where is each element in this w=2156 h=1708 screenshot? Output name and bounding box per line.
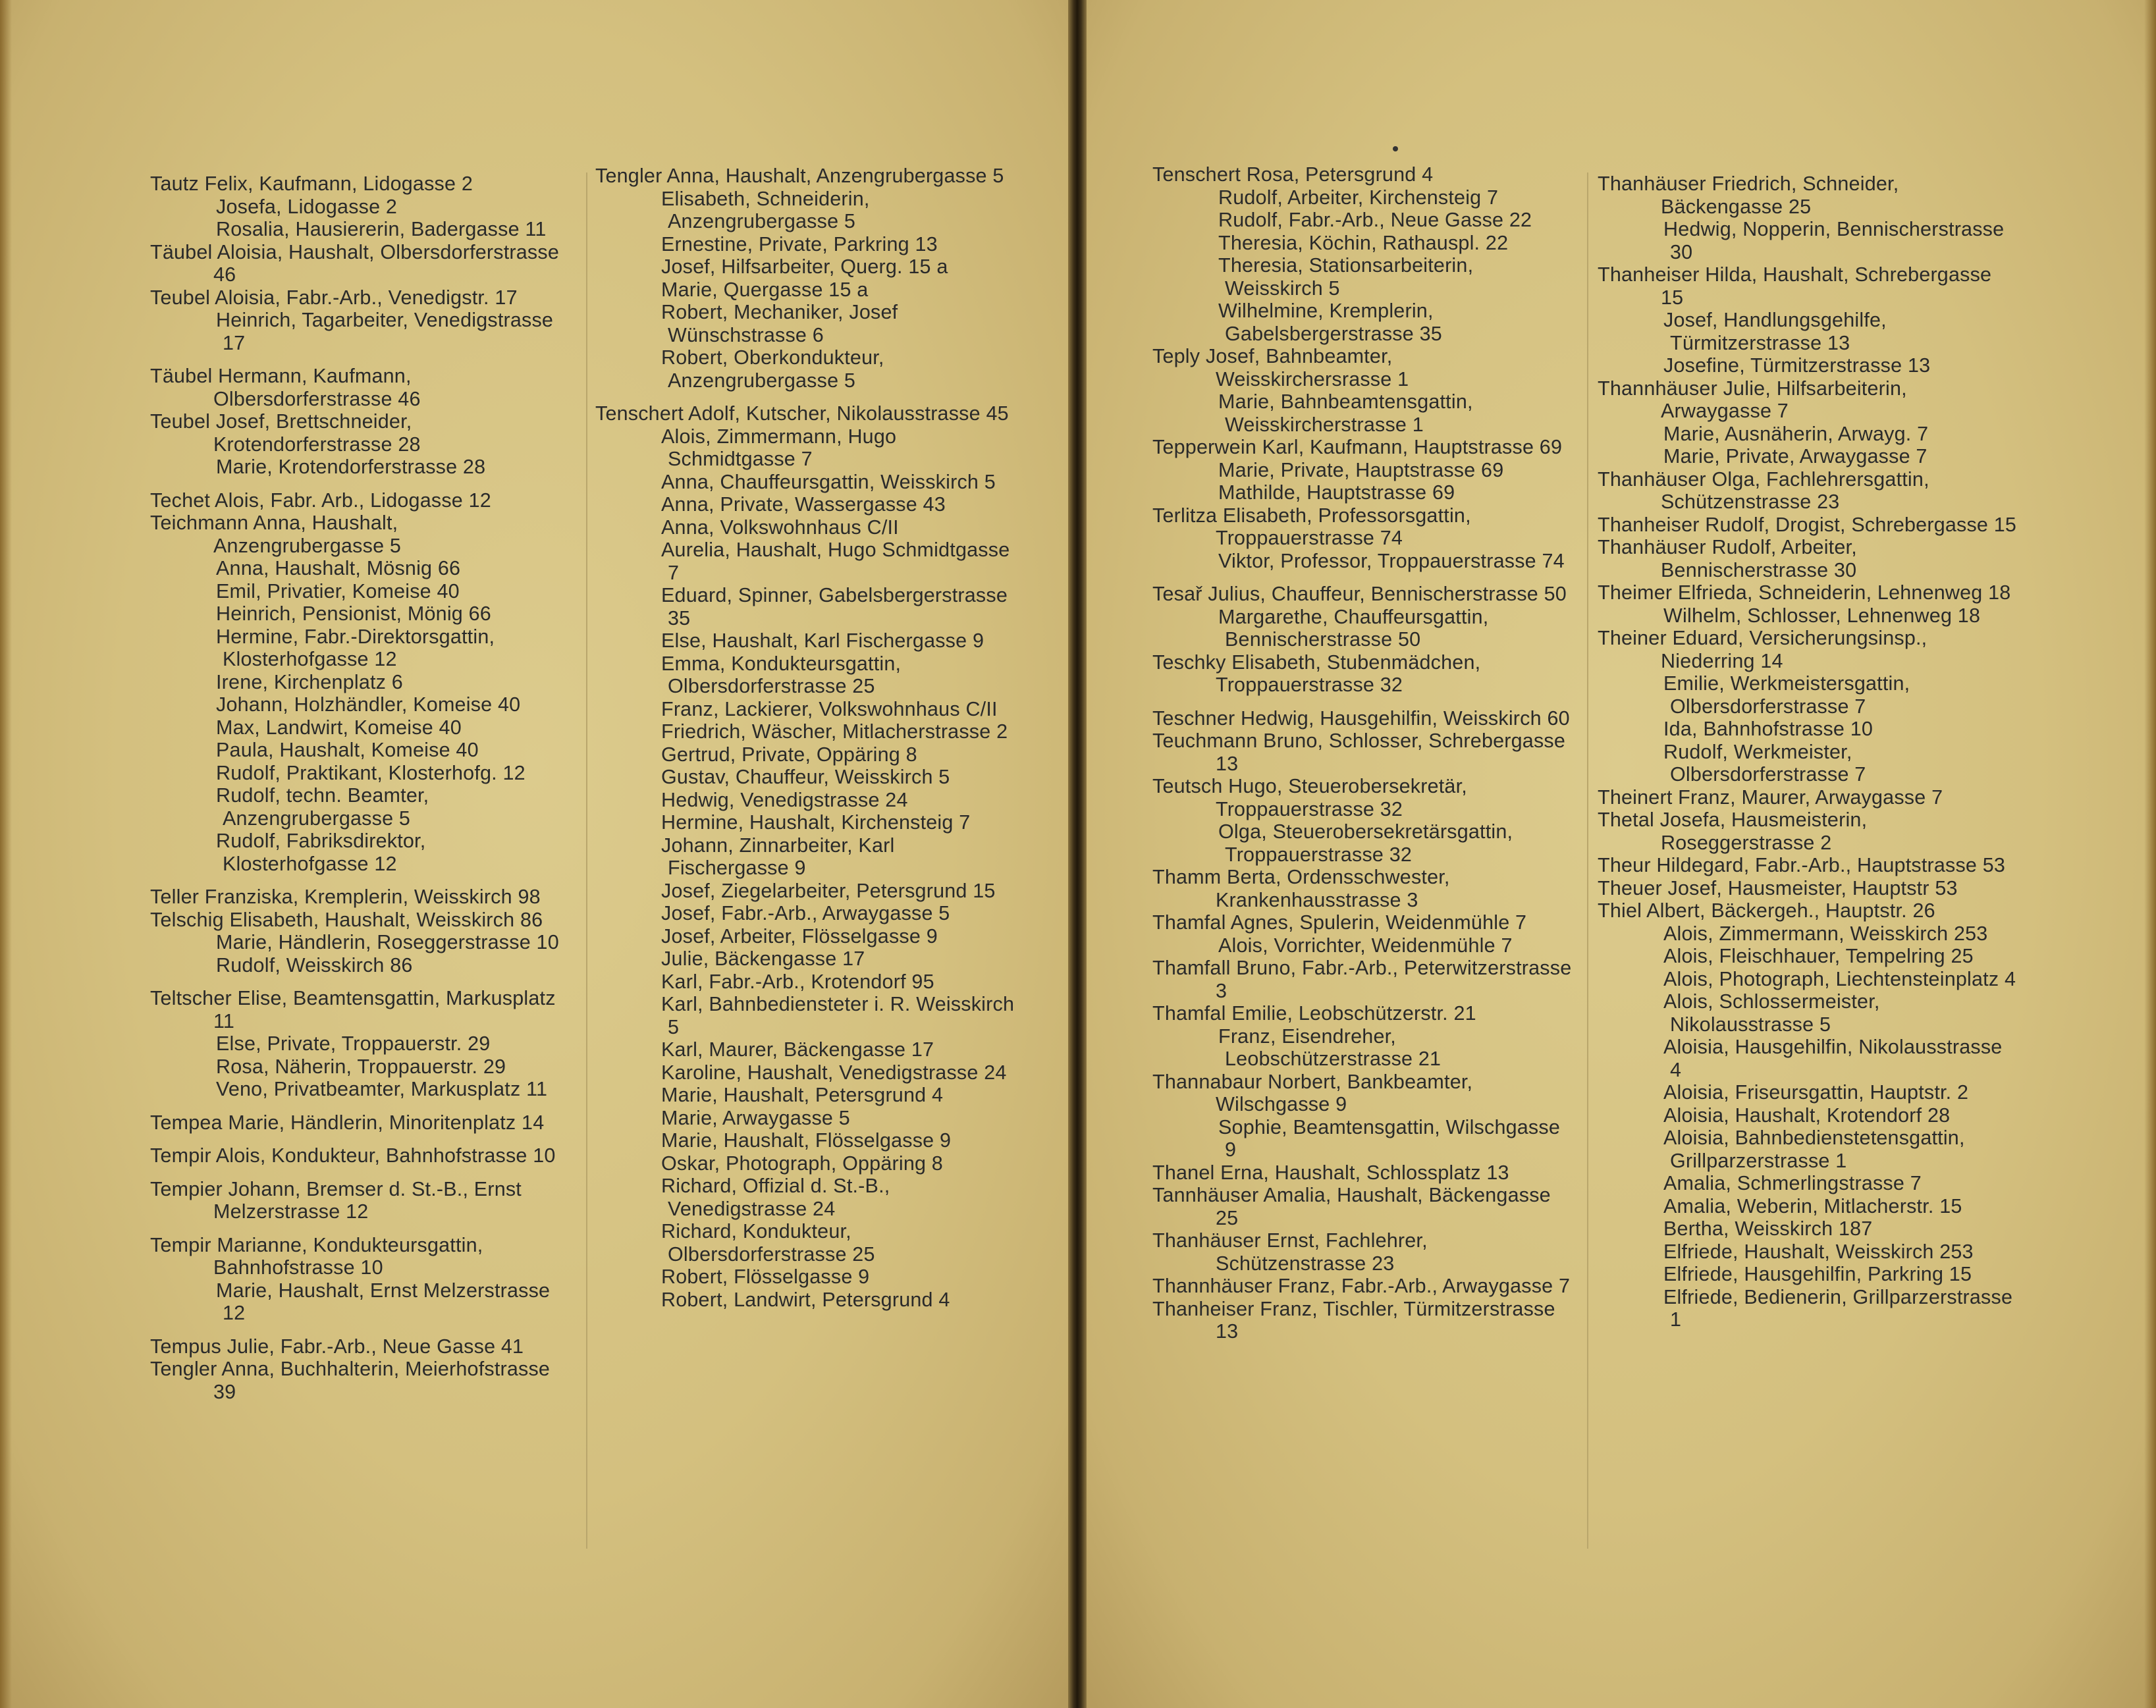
- directory-entry: Aloisia, Hausgehilfin, Nikolausstrasse 4: [1663, 1036, 2003, 1081]
- directory-entry: Täubel Aloisia, Haushalt, Olbersdorferstrasse 46: [150, 240, 559, 286]
- directory-entry: Theresia, Stationsarbeiterin, Weisskirch 5: [1218, 254, 1474, 300]
- directory-entry: Thannabaur Norbert, Bankbeamter, Wilschgasse 9: [1152, 1070, 1473, 1115]
- directory-entry: Marie, Haushalt, Petersgrund 4: [661, 1084, 944, 1106]
- directory-entry: Tenschert Rosa, Petersgrund 4: [1152, 163, 1434, 186]
- directory-entry: Tempus Julie, Fabr.-Arb., Neue Gasse 41: [150, 1335, 524, 1358]
- directory-entry: Alois, Zimmermann, Weisskirch 253: [1663, 922, 1988, 945]
- directory-entry: Julie, Bäckengasse 17: [661, 947, 865, 970]
- directory-entry: Robert, Flösselgasse 9: [661, 1266, 870, 1288]
- directory-entry: Rudolf, Werkmeister, Olbersdorferstrasse 7: [1663, 740, 1866, 786]
- directory-entry: Olga, Steuerobersekretärsgattin, Troppauerstrasse 32: [1218, 820, 1513, 866]
- directory-entry: Karoline, Haushalt, Venedigstrasse 24: [661, 1061, 1007, 1084]
- directory-entry: Rudolf, Fabr.-Arb., Neue Gasse 22: [1218, 209, 1532, 231]
- directory-entry: Viktor, Professor, Troppauerstrasse 74: [1218, 549, 1565, 572]
- directory-entry: Teschky Elisabeth, Stubenmädchen, Troppauerstrasse 32: [1152, 651, 1481, 696]
- directory-entry: Täubel Hermann, Kaufmann, Olbersdorferstrasse 46: [150, 365, 421, 410]
- directory-entry: Alois, Vorrichter, Weidenmühle 7: [1218, 934, 1513, 957]
- directory-entry: Teschner Hedwig, Hausgehilfin, Weisskirch 60: [1152, 707, 1570, 730]
- directory-entry: Marie, Krotendorferstrasse 28: [216, 456, 486, 478]
- directory-entry: Tengler Anna, Buchhalterin, Meierhofstrasse 39: [150, 1358, 551, 1403]
- directory-entry: Hedwig, Venedigstrasse 24: [661, 788, 908, 811]
- directory-entry: Wilhelm, Schlosser, Lehnenweg 18: [1663, 604, 1981, 627]
- directory-entry: Thannhäuser Franz, Fabr.-Arb., Arwaygasse 7: [1152, 1275, 1571, 1297]
- directory-entry: Emilie, Werkmeistersgattin, Olbersdorferstrasse 7: [1663, 672, 1910, 718]
- directory-entry: Paula, Haushalt, Komeise 40: [216, 739, 479, 761]
- directory-entry: Thetal Josefa, Hausmeisterin, Roseggerstrasse 2: [1598, 809, 1868, 854]
- directory-entry: Karl, Maurer, Bäckengasse 17: [661, 1038, 934, 1061]
- directory-entry: Elfriede, Bedienerin, Grillparzerstrasse 1: [1663, 1285, 2013, 1331]
- directory-entry: Teubel Aloisia, Fabr.-Arb., Venedigstr. 17: [150, 286, 518, 309]
- directory-entry: Marie, Arwaygasse 5: [661, 1106, 850, 1129]
- right-column-2: [1598, 173, 2019, 1331]
- directory-entry: Hermine, Haushalt, Kirchensteig 7: [661, 811, 971, 834]
- directory-entry: Marie, Quergasse 15 a: [661, 278, 869, 301]
- column-rule: [1587, 173, 1588, 1549]
- directory-entry: Alois, Zimmermann, Hugo Schmidtgasse 7: [661, 425, 897, 470]
- directory-entry: Marie, Haushalt, Ernst Melzerstrasse 12: [216, 1279, 551, 1324]
- directory-entry: Thanheiser Franz, Tischler, Türmitzerstrasse 13: [1152, 1297, 1555, 1343]
- directory-entry: Josef, Hilfsarbeiter, Querg. 15 a: [661, 255, 948, 278]
- directory-entry: Teubel Josef, Brettschneider, Krotendorferstrasse 28: [150, 410, 421, 456]
- directory-entry: Teller Franziska, Kremplerin, Weisskirch 98: [150, 886, 541, 908]
- directory-entry: Thannhäuser Julie, Hilfsarbeiterin, Arwaygasse 7: [1598, 377, 1907, 422]
- directory-entry: Tempir Marianne, Kondukteursgattin, Bahnhofstrasse 10: [150, 1233, 483, 1279]
- directory-entry: Josef, Ziegelarbeiter, Petersgrund 15: [661, 879, 996, 902]
- directory-entry: Rudolf, Fabriksdirektor, Klosterhofgasse 12: [216, 830, 426, 875]
- directory-entry: Josef, Arbeiter, Flösselgasse 9: [661, 924, 938, 947]
- directory-entry: Karl, Fabr.-Arb., Krotendorf 95: [661, 970, 934, 993]
- directory-entry: Thanheiser Rudolf, Drogist, Schrebergasse 15: [1598, 513, 2017, 536]
- directory-entry: Theur Hildegard, Fabr.-Arb., Hauptstrasse 53: [1598, 854, 2006, 876]
- directory-entry: Techet Alois, Fabr. Arb., Lidogasse 12: [150, 489, 491, 512]
- directory-entry: Oskar, Photograph, Oppäring 8: [661, 1152, 943, 1175]
- directory-entry: Rudolf, Praktikant, Klosterhofg. 12: [216, 761, 526, 784]
- directory-entry: Friedrich, Wäscher, Mitlacherstrasse 2: [661, 720, 1008, 743]
- directory-entry: Marie, Haushalt, Flösselgasse 9: [661, 1129, 952, 1152]
- directory-entry: Thiel Albert, Bäckergeh., Hauptstr. 26: [1598, 899, 1935, 922]
- directory-entry: Gustav, Chauffeur, Weisskirch 5: [661, 766, 950, 788]
- directory-entry: Hermine, Fabr.-Direktorsgattin, Klosterhofgasse 12: [216, 625, 495, 670]
- directory-entry: Tenschert Adolf, Kutscher, Nikolausstrasse 45: [595, 402, 1009, 425]
- directory-entry: Richard, Kondukteur, Olbersdorferstrasse 25: [661, 1220, 875, 1266]
- directory-entry: Anna, Private, Wassergasse 43: [661, 493, 946, 516]
- directory-entry: Josefine, Türmitzerstrasse 13: [1663, 354, 1931, 377]
- directory-entry: Josefa, Lidogasse 2: [216, 195, 398, 218]
- directory-entry: Tesař Julius, Chauffeur, Bennischerstrasse 50: [1152, 583, 1567, 605]
- directory-entry: Theresia, Köchin, Rathauspl. 22: [1218, 231, 1509, 254]
- directory-entry: Marie, Private, Arwaygasse 7: [1663, 445, 1927, 467]
- directory-entry: Teuchmann Bruno, Schlosser, Schrebergasse 13: [1152, 730, 1566, 775]
- directory-entry: Gertrud, Private, Oppäring 8: [661, 743, 917, 766]
- directory-entry: Terlitza Elisabeth, Professorsgattin, Troppauerstrasse 74: [1152, 504, 1471, 549]
- directory-entry: Thamfal Emilie, Leobschützerstr. 21: [1152, 1002, 1476, 1025]
- directory-entry: Alois, Fleischhauer, Tempelring 25: [1663, 945, 1974, 967]
- directory-entry: Theiner Eduard, Versicherungsinsp., Niederring 14: [1598, 627, 1927, 672]
- directory-entry: Aloisia, Haushalt, Krotendorf 28: [1663, 1104, 1951, 1127]
- directory-entry: Max, Landwirt, Komeise 40: [216, 716, 462, 739]
- directory-entry: Ernestine, Private, Parkring 13: [661, 232, 938, 255]
- directory-entry: Anna, Haushalt, Mösnig 66: [216, 557, 461, 579]
- directory-entry: Emil, Privatier, Komeise 40: [216, 579, 460, 602]
- directory-entry: Else, Private, Troppauerstr. 29: [216, 1032, 491, 1055]
- directory-entry: Alois, Schlossermeister, Nikolausstrasse 5: [1663, 990, 1880, 1036]
- directory-entry: Thanhäuser Ernst, Fachlehrer, Schützenstrasse 23: [1152, 1229, 1428, 1275]
- directory-entry: Tautz Felix, Kaufmann, Lidogasse 2: [150, 173, 473, 195]
- directory-entry: Teltscher Elise, Beamtensgattin, Markusplatz 11: [150, 987, 556, 1032]
- column-rule: [586, 173, 587, 1549]
- directory-entry: Karl, Bahnbediensteter i. R. Weisskirch 5: [661, 993, 1015, 1038]
- directory-entry: Bertha, Weisskirch 187: [1663, 1217, 1873, 1240]
- directory-entry: Thamfal Agnes, Spulerin, Weidenmühle 7: [1152, 911, 1527, 934]
- directory-entry: Amalia, Schmerlingstrasse 7: [1663, 1172, 1922, 1194]
- directory-entry: Theuer Josef, Hausmeister, Hauptstr 53: [1598, 876, 1958, 899]
- directory-entry: Ida, Bahnhofstrasse 10: [1663, 718, 1873, 740]
- directory-entry: Josef, Fabr.-Arb., Arwaygasse 5: [661, 902, 950, 924]
- directory-entry: Aurelia, Haushalt, Hugo Schmidtgasse 7: [661, 539, 1010, 584]
- directory-entry: Thanhäuser Rudolf, Arbeiter, Bennischerstrasse 30: [1598, 536, 1857, 581]
- directory-entry: Margarethe, Chauffeursgattin, Bennischerstrasse 50: [1218, 605, 1489, 651]
- directory-entry: Theimer Elfrieda, Schneiderin, Lehnenweg 18: [1598, 581, 2011, 604]
- directory-entry: Teutsch Hugo, Steuerobersekretär, Troppauerstrasse 32: [1152, 775, 1467, 820]
- directory-entry: Emma, Kondukteursgattin, Olbersdorferstrasse 25: [661, 652, 902, 697]
- directory-entry: Sophie, Beamtensgattin, Wilschgasse 9: [1218, 1115, 1560, 1161]
- directory-entry: Elfriede, Haushalt, Weisskirch 253: [1663, 1240, 1974, 1263]
- right-column-1: [1152, 163, 1574, 1343]
- directory-entry: Tengler Anna, Haushalt, Anzengrubergasse 5: [595, 165, 1004, 187]
- directory-entry: Heinrich, Tagarbeiter, Venedigstrasse 17: [216, 309, 554, 354]
- directory-entry: Amalia, Weberin, Mitlacherstr. 15: [1663, 1194, 1962, 1217]
- directory-entry: Robert, Landwirt, Petersgrund 4: [661, 1288, 950, 1311]
- directory-entry: Anna, Volkswohnhaus C/II: [661, 516, 899, 539]
- directory-entry: Marie, Händlerin, Roseggerstrasse 10: [216, 931, 559, 953]
- directory-entry: Robert, Oberkondukteur, Anzengrubergasse 5: [661, 346, 884, 392]
- directory-entry: Rosa, Näherin, Troppauerstr. 29: [216, 1055, 506, 1078]
- directory-entry: Franz, Eisendreher, Leobschützerstrasse 21: [1218, 1025, 1442, 1070]
- directory-entry: Hedwig, Nopperin, Bennischerstrasse 30: [1663, 218, 2005, 263]
- directory-entry: Thamm Berta, Ordensschwester, Krankenhausstrasse 3: [1152, 866, 1450, 911]
- left-page: [0, 0, 1068, 1708]
- directory-entry: Eduard, Spinner, Gabelsbergerstrasse 35: [661, 584, 1008, 629]
- directory-entry: Thanhäuser Olga, Fachlehrersgattin, Schützenstrasse 23: [1598, 467, 1929, 513]
- directory-entry: Else, Haushalt, Karl Fischergasse 9: [661, 629, 984, 652]
- directory-entry: Tepperwein Karl, Kaufmann, Hauptstrasse 69: [1152, 436, 1563, 458]
- directory-entry: Telschig Elisabeth, Haushalt, Weisskirch 86: [150, 908, 543, 931]
- directory-entry: Tempier Johann, Bremser d. St.-B., Ernst Melzerstrasse 12: [150, 1177, 522, 1223]
- directory-entry: Teichmann Anna, Haushalt, Anzengrubergasse 5: [150, 512, 402, 557]
- right-page: [1087, 0, 2156, 1708]
- directory-entry: Wilhelmine, Kremplerin, Gabelsbergerstrasse 35: [1218, 300, 1442, 345]
- directory-entry: Thanhäuser Friedrich, Schneider, Bäckengasse 25: [1598, 173, 1899, 218]
- left-column-1: [150, 173, 572, 1403]
- directory-entry: Tempea Marie, Händlerin, Minoritenplatz 14: [150, 1111, 545, 1134]
- directory-entry: Rudolf, techn. Beamter, Anzengrubergasse 5: [216, 784, 429, 830]
- directory-entry: Tempir Alois, Kondukteur, Bahnhofstrasse 10: [150, 1144, 556, 1167]
- directory-entry: Richard, Offizial d. St.-B., Venedigstrasse 24: [661, 1175, 890, 1220]
- directory-entry: Irene, Kirchenplatz 6: [216, 670, 403, 693]
- directory-entry: Mathilde, Hauptstrasse 69: [1218, 481, 1455, 504]
- directory-entry: Franz, Lackierer, Volkswohnhaus C/II: [661, 697, 998, 720]
- page-edge-shadow: [0, 0, 12, 1708]
- directory-entry: Theinert Franz, Maurer, Arwaygasse 7: [1598, 786, 1943, 809]
- printing-speck: [1393, 146, 1398, 151]
- directory-entry: Tannhäuser Amalia, Haushalt, Bäckengasse 25: [1152, 1184, 1551, 1229]
- directory-entry: Marie, Ausnäherin, Arwayg. 7: [1663, 422, 1929, 445]
- directory-entry: Aloisia, Friseursgattin, Hauptstr. 2: [1663, 1081, 1969, 1104]
- directory-entry: Anna, Chauffeursgattin, Weisskirch 5: [661, 470, 996, 493]
- directory-entry: Rosalia, Hausiererin, Badergasse 11: [216, 218, 547, 240]
- directory-entry: Rudolf, Weisskirch 86: [216, 953, 413, 976]
- directory-entry: Elfriede, Hausgehilfin, Parkring 15: [1663, 1263, 1972, 1285]
- left-column-2: [595, 165, 1017, 1311]
- book-gutter: [1068, 0, 1087, 1708]
- directory-entry: Marie, Bahnbeamtensgattin, Weisskircherstrasse 1: [1218, 390, 1473, 436]
- directory-entry: Teply Josef, Bahnbeamter, Weisskirchersrasse 1: [1152, 345, 1409, 390]
- directory-entry: Alois, Photograph, Liechtensteinplatz 4: [1663, 967, 2016, 990]
- directory-entry: Veno, Privatbeamter, Markusplatz 11: [216, 1078, 548, 1100]
- directory-entry: Johann, Zinnarbeiter, Karl Fischergasse 9: [661, 834, 895, 879]
- directory-entry: Thanel Erna, Haushalt, Schlossplatz 13: [1152, 1161, 1509, 1184]
- directory-entry: Aloisia, Bahnbedienstetensgattin, Grillparzerstrasse 1: [1663, 1127, 1965, 1172]
- directory-entry: Rudolf, Arbeiter, Kirchensteig 7: [1218, 186, 1499, 209]
- directory-entry: Marie, Private, Hauptstrasse 69: [1218, 458, 1504, 481]
- directory-entry: Robert, Mechaniker, Josef Wünschstrasse 6: [661, 301, 898, 346]
- directory-entry: Johann, Holzhändler, Komeise 40: [216, 693, 521, 716]
- directory-entry: Thamfall Bruno, Fabr.-Arb., Peterwitzerstrasse 3: [1152, 957, 1572, 1002]
- page-edge-shadow: [2144, 0, 2156, 1708]
- directory-entry: Josef, Handlungsgehilfe, Türmitzerstrasse 13: [1663, 309, 1887, 354]
- directory-entry: Heinrich, Pensionist, Mönig 66: [216, 602, 491, 625]
- directory-entry: Elisabeth, Schneiderin, Anzengrubergasse 5: [661, 187, 870, 232]
- directory-entry: Thanheiser Hilda, Haushalt, Schrebergasse 15: [1598, 263, 1992, 309]
